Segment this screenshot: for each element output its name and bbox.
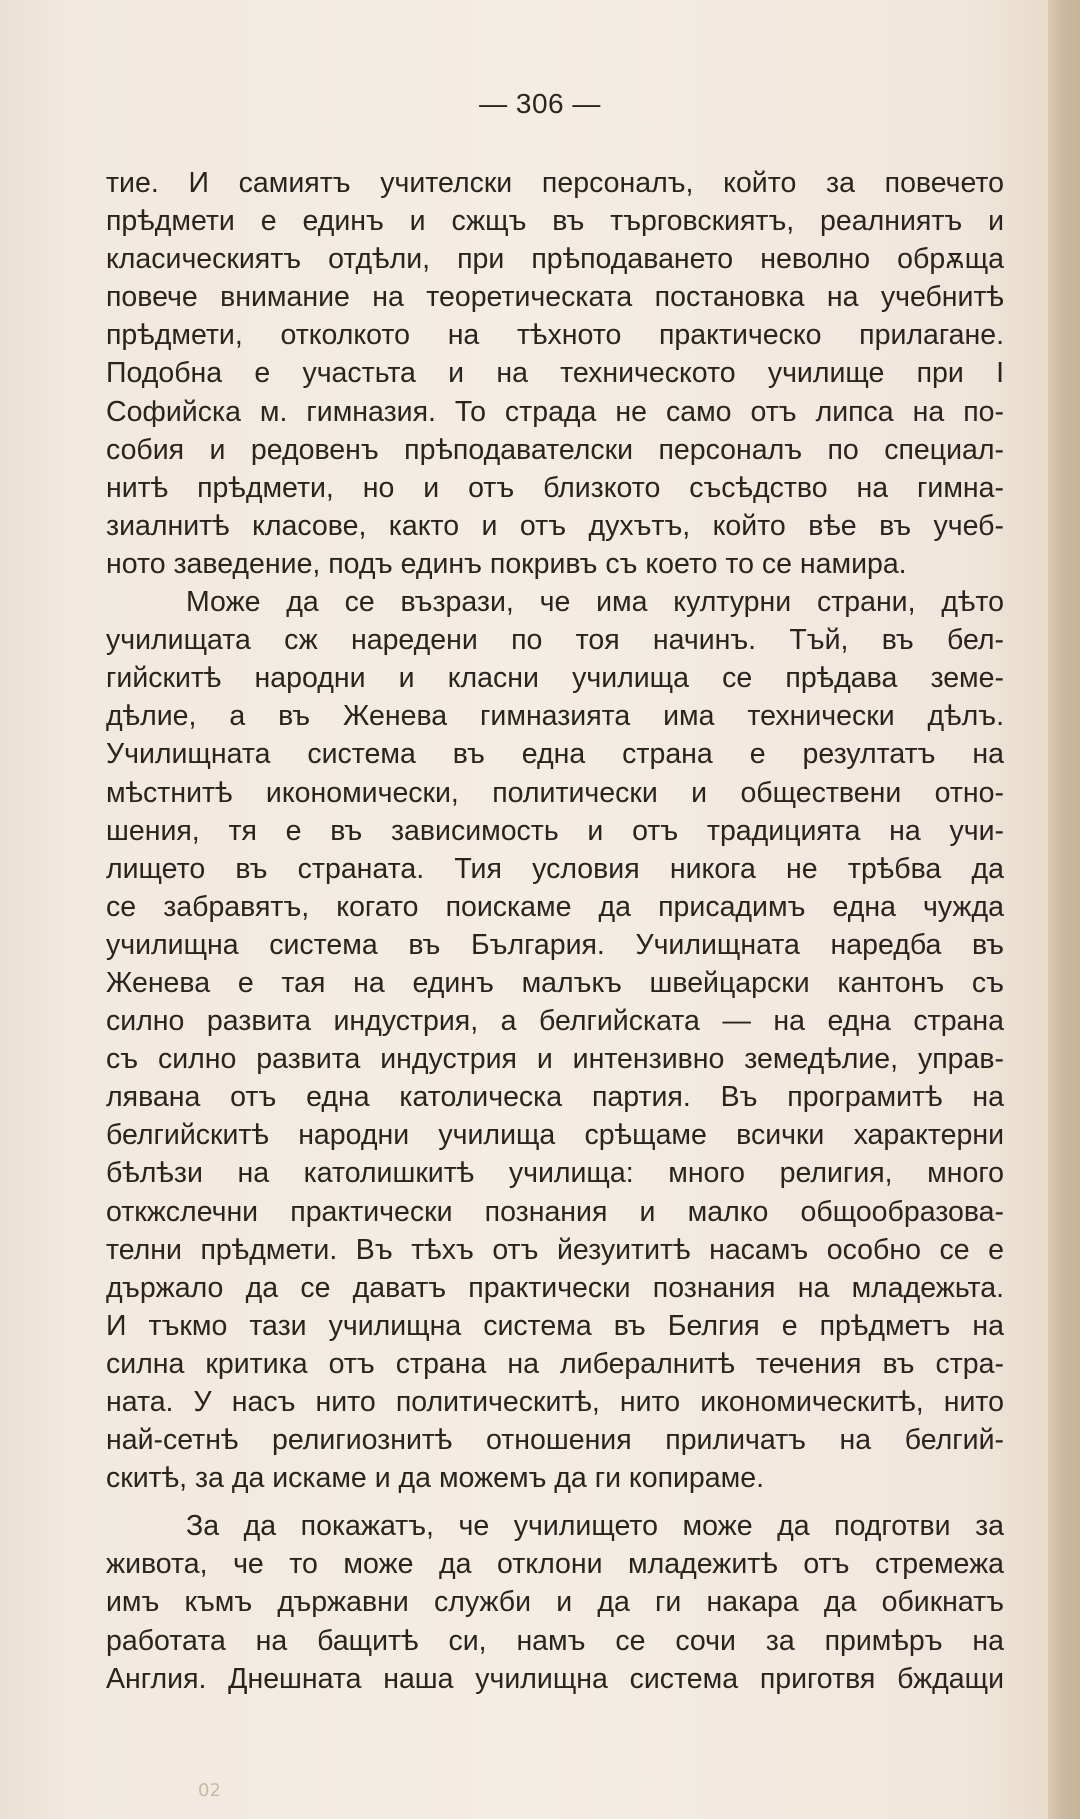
text-line: Подобна е участьта и на техническото училище при I [106,357,1004,390]
paragraph-2 [106,583,1004,1497]
text-line: скитѣ, за да искаме и да можемъ да ги копираме. [106,1462,764,1495]
text-line: тие. И самиятъ учителски персоналъ, който за повечето [106,167,1004,199]
text-line: гийскитѣ народни и класни училища се прѣдава земе- [106,662,1004,695]
text-line: мѣстнитѣ икономически, политически и обществени отно- [106,776,1004,809]
text-line: прѣдмети, отколкото на тѣхното практическо прилагане. [106,319,1004,352]
text-line: силна критика отъ страна на либералнитѣ течения въ стра- [106,1347,1004,1380]
text-line: лището въ страната. Тия условия никога не трѣбва да [106,852,1004,885]
text-line: най-сетнѣ религиознитѣ отношения приличатъ на белгий- [106,1424,1004,1457]
paragraph-gap [106,1497,1004,1507]
text-line: имъ къмъ държавни служби и да ги накара да обикнатъ [106,1586,1004,1619]
text-line: повече внимание на теоретическата постановка на учебнитѣ [106,281,1004,314]
text-line: ното заведение, подъ единъ покривъ съ което то се намира. [106,547,907,580]
text-line: нитѣ прѣдмети, но и отъ близкото съсѣдство на гимна- [106,471,1004,504]
text-line: държало да се даватъ практически познания на младежьта. [106,1271,1004,1304]
page-number: — 306 — [479,88,601,119]
paragraph-3 [106,1507,1004,1697]
text-line: се забравятъ, когато поискаме да присадимъ една чужда [106,890,1004,923]
text-line: Софийска м. гимназия. То страда не само отъ липса на по- [106,395,1004,428]
text-line: За да покажатъ, че училището може да подготви за [186,1510,1004,1543]
text-line: съ силно развита индустрия и интензивно земедѣлие, управ- [106,1043,1004,1076]
text-line: бѣлѣзи на католишкитѣ училища: много религия, много [106,1157,1004,1190]
text-line: прѣдмети е единъ и сжщъ въ търговскиятъ, реалниятъ и [106,205,1004,238]
text-line: И тъкмо тази училищна система въ Белгия е прѣдметъ на [106,1309,1004,1342]
text-line: Училищната система въ една страна е резултатъ на [106,738,1004,771]
text-line: училищна система въ България. Училищната наредба въ [106,928,1004,961]
text-line: живота, че то може да отклони младежитѣ отъ стремежа [106,1548,1004,1581]
text-line: работата на бащитѣ си, намъ се сочи за примѣръ на [106,1624,1004,1657]
text-line: зиалнитѣ класове, както и отъ духътъ, който вѣе въ учеб- [106,509,1004,542]
text-line: училищата сж наредени по тоя начинъ. Тъй, въ бел- [106,624,1004,657]
body-text [106,164,1004,1698]
page-edge [1048,0,1080,1819]
text-line: белгийскитѣ народни училища срѣщаме всички характерни [106,1119,1004,1152]
text-line: Женева е тая на единъ малъкъ швейцарски кантонъ съ [106,966,1004,999]
paragraph-1 [106,164,1004,583]
text-line: собия и редовенъ прѣподавателски персоналъ по специал- [106,433,1004,466]
text-line: Англия. Днешната наша училищна система приготвя бждащи [106,1662,1004,1695]
text-line: телни прѣдмети. Въ тѣхъ отъ йезуититѣ насамъ особно се е [106,1233,1004,1266]
text-line: лявана отъ една католическа партия. Въ програмитѣ на [106,1081,1004,1114]
text-line: силно развита индустрия, а белгийската — на една страна [106,1005,1004,1038]
text-line: ната. У насъ нито политическитѣ, нито икономическитѣ, нито [106,1386,1004,1418]
text-line: шения, тя е въ зависимость и отъ традицията на учи- [106,814,1004,847]
text-line: класическиятъ отдѣли, при прѣподаването неволно обрѫща [106,243,1004,276]
library-stamp-mark: 02 [198,1780,221,1801]
text-line: Може да се възрази, че има културни страни, дѣто [186,586,1004,619]
text-line: дѣлие, а въ Женева гимназията има технически дѣлъ. [106,700,1004,733]
text-line: откжслечни практически познания и малко общообразова- [106,1195,1004,1228]
